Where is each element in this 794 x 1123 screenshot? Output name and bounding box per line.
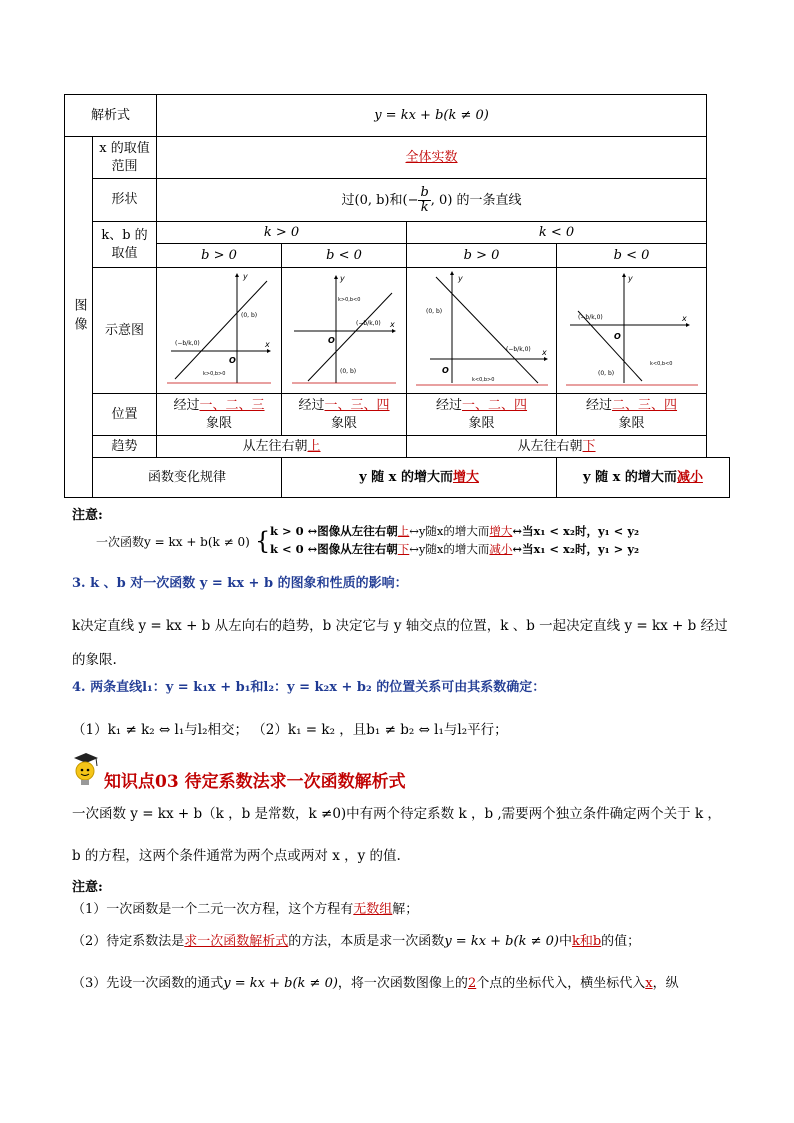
section3-body1: k决定直线 y = kx + b 从左向右的趋势，b 决定它与 y 轴交点的位置，k 、b 一起决定直线 y = kx + b 经过 xyxy=(72,618,728,634)
note1-brace: { xyxy=(255,527,271,555)
condition-label: k>0,b<0 xyxy=(338,296,361,303)
origin-label: O xyxy=(441,365,449,375)
properties-table xyxy=(64,94,730,498)
function-line xyxy=(175,281,267,379)
position-4: 经过二、三、四 象限 xyxy=(557,394,707,436)
range-value: 全体实数 xyxy=(157,137,707,179)
row-label-rule: 函数变化规律 xyxy=(93,458,282,498)
formula-value: y = kx + b(k ≠ 0) xyxy=(157,95,707,137)
function-line xyxy=(436,277,538,383)
graph-k-pos-b-neg xyxy=(288,269,400,387)
x-intercept-label: (−b/k,0) xyxy=(505,345,531,353)
row-label-trend: 趋势 xyxy=(93,436,157,458)
row-label-formula: 解析式 xyxy=(65,95,157,137)
row-label-kb: k、b 的取值 xyxy=(93,222,157,268)
note2-item1: （1）一次函数是一个二元一次方程，这个方程有无数组解； xyxy=(72,902,419,917)
origin-label: O xyxy=(229,355,236,365)
condition-label: k<0,b<0 xyxy=(649,360,672,367)
x-label: x xyxy=(541,347,547,357)
note2-item2: （2）待定系数法是求一次函数解析式的方法，本质是求一次函数y = kx + b(k ≠ 0)中k和b的值； xyxy=(72,934,641,949)
origin-label: O xyxy=(328,335,335,345)
row-label-range: x 的取值范围 xyxy=(93,137,157,179)
y-label: y xyxy=(340,273,345,283)
y-intercept-label: (0, b) xyxy=(241,311,258,319)
x-intercept-label: (−b/k,0) xyxy=(577,313,603,321)
section3-title: 3. k 、b 对一次函数 y = kx + b 的图象和性质的影响： xyxy=(72,576,408,591)
rule-increase: y 随 x 的增大而增大 xyxy=(282,458,557,498)
trend-up: 从左往右朝上 xyxy=(157,436,407,458)
rule-decrease: y 随 x 的增大而减小 xyxy=(557,458,730,498)
position-1: 经过一、二、三 象限 xyxy=(157,394,282,436)
x-label: x xyxy=(390,319,395,329)
graph-k-neg-b-neg xyxy=(562,269,702,387)
section4-body: （1）k₁ ≠ k₂ ⇔ l₁与l₂相交； （2）k₁ = k₂ ，且b₁ ≠ b₂ ⇔ l₁与l₂平行； xyxy=(72,722,508,738)
diagram-2 xyxy=(282,268,407,394)
condition-label: k>0,b>0 xyxy=(203,370,226,377)
x-intercept-label: (−b/k,0) xyxy=(356,319,381,327)
knowledge-body2: b 的方程，这两个条件通常为两个点或两对 x ，y 的值. xyxy=(72,848,401,864)
x-intercept-label: (−b/k,0) xyxy=(175,339,200,347)
note1-title: 注意: xyxy=(72,508,103,523)
position-3: 经过一、二、四 象限 xyxy=(407,394,557,436)
row-label-position: 位置 xyxy=(93,394,157,436)
y-label: y xyxy=(243,271,248,281)
note1-lead: 一次函数y = kx + b(k ≠ 0) xyxy=(96,535,250,549)
graph-k-neg-b-pos xyxy=(412,269,552,387)
diagram-3 xyxy=(407,268,557,394)
trend-down: 从左往右朝下 xyxy=(407,436,707,458)
note1-line2: k < 0 ↔图像从左往右朝下↔y随x的增大而减小↔当x₁ < x₂时，y₁ > y₂ xyxy=(270,542,640,556)
y-intercept-label: (0, b) xyxy=(597,369,614,377)
condition-label: k<0,b>0 xyxy=(471,376,494,383)
origin-label: O xyxy=(613,331,621,341)
knowledge-body1: 一次函数 y = kx + b（k ，b 是常数，k ≠0)中有两个待定系数 k ，b ,需要两个独立条件确定两个关于 k ， xyxy=(72,806,721,822)
note2-title: 注意: xyxy=(72,880,103,895)
knowledge-title: 知识点03 待定系数法求一次函数解析式 xyxy=(104,772,406,792)
diagram-1 xyxy=(157,268,282,394)
note2-item3: （3）先设一次函数的通式y = kx + b(k ≠ 0)，将一次函数图像上的2个点的坐标代入，横坐标代入x，纵 xyxy=(72,976,679,991)
note1-line1: k > 0 ↔图像从左往右朝上↔y随x的增大而增大↔当x₁ < x₂时，y₁ < y₂ xyxy=(270,524,640,538)
row-label-shape: 形状 xyxy=(93,179,157,222)
k-positive-header: k > 0 xyxy=(157,222,407,244)
lightbulb-icon xyxy=(70,752,100,788)
y-label: y xyxy=(457,273,463,283)
x-label: x xyxy=(265,339,270,349)
position-2: 经过一、三、四 象限 xyxy=(282,394,407,436)
shape-value: 过(0, b)和(− $\frac{b}{k}$ , 0) 的一条直线 xyxy=(157,179,707,222)
b-condition-4: b < 0 xyxy=(557,244,707,268)
section3-body2: 的象限. xyxy=(72,652,117,668)
k-negative-header: k < 0 xyxy=(407,222,707,244)
diagram-4 xyxy=(557,268,707,394)
y-intercept-label: (0, b) xyxy=(425,307,442,315)
group-label-graph: 图像 xyxy=(65,137,93,498)
y-label: y xyxy=(627,273,633,283)
x-label: x xyxy=(681,313,687,323)
graph-k-pos-b-pos xyxy=(163,269,275,387)
section4-title: 4. 两条直线l₁：y = k₁x + b₁和l₂：y = k₂x + b₂ 的位置关系可由其系数确定： xyxy=(72,680,546,695)
row-label-diagram: 示意图 xyxy=(93,268,157,394)
b-condition-3: b > 0 xyxy=(407,244,557,268)
b-condition-1: b > 0 xyxy=(157,244,282,268)
y-intercept-label: (0, b) xyxy=(340,367,357,375)
b-condition-2: b < 0 xyxy=(282,244,407,268)
